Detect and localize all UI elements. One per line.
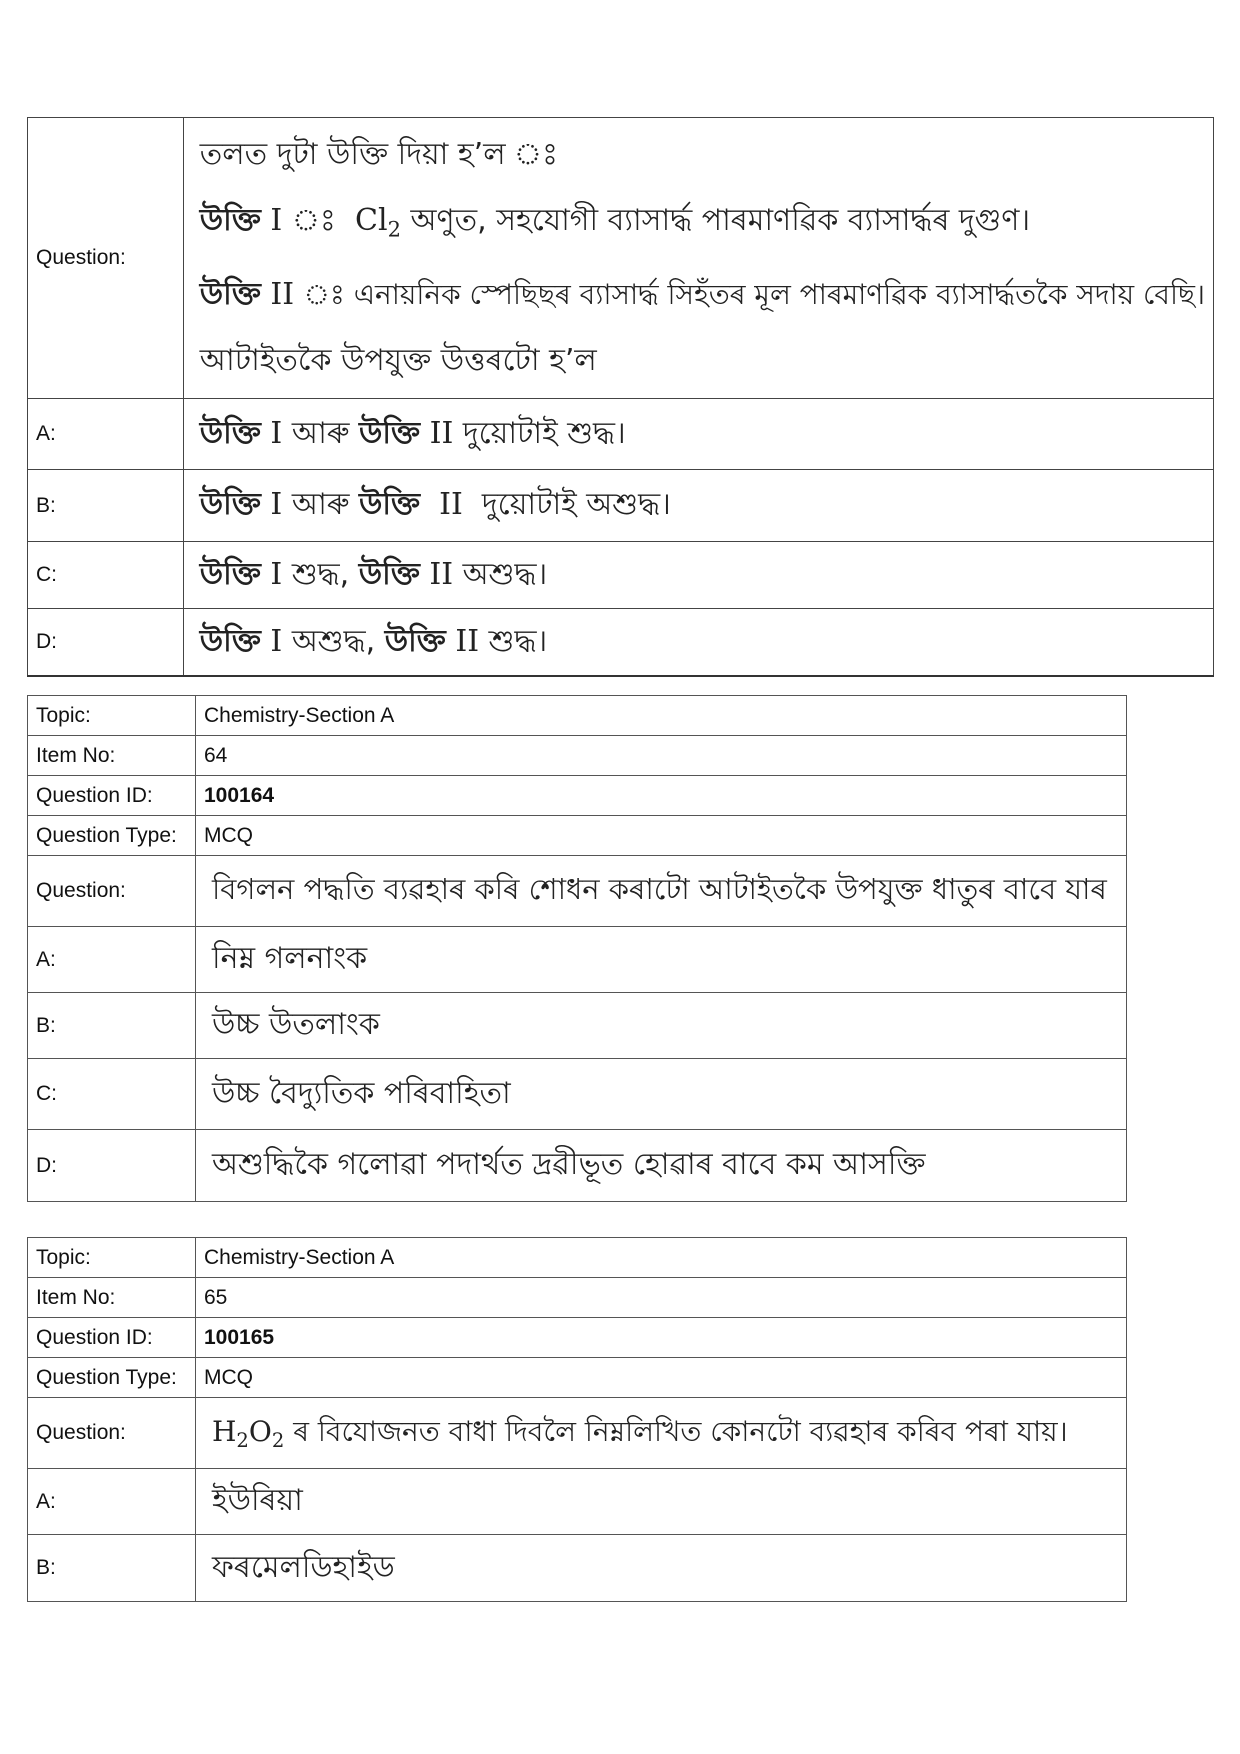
option-row-c [28,542,1214,609]
option-label: A: [28,1469,196,1535]
option-row-d [28,609,1214,676]
option-row-b [28,1535,1127,1602]
question-id-row [28,1318,1127,1358]
option-label: B: [28,993,196,1059]
question-label: Question: [28,856,196,927]
topic-label: Topic: [28,696,196,736]
question-table-previous [27,117,1214,677]
question-table-item-64 [27,695,1127,1202]
topic-row [28,696,1127,736]
item-no-value: 64 [196,736,1127,776]
option-label: B: [28,1535,196,1602]
item-no-row [28,736,1127,776]
topic-value: Chemistry-Section A [196,696,1127,736]
question-id-value: 100165 [196,1318,1127,1358]
option-text: নিম্ন গলনাংক [196,927,1127,993]
option-label: A: [28,399,184,470]
question-type-label: Question Type: [28,1358,196,1398]
question-type-row [28,816,1127,856]
question-table-item-65 [27,1237,1127,1602]
question-id-row [28,776,1127,816]
option-row-d [28,1130,1127,1202]
formula-h2o2: $H_2O_2$ [212,1414,285,1452]
item-no-label: Item No: [28,736,196,776]
option-text: উচ্চ উতলাংক [196,993,1127,1059]
item-no-value: 65 [196,1278,1127,1318]
item-no-row [28,1278,1127,1318]
question-row [28,1398,1127,1469]
option-row-b [28,470,1214,542]
option-label: A: [28,927,196,993]
question-intro: তলত দুটা উক্তি দিয়া হ’ল ঃ [199,137,558,172]
option-label: D: [28,1130,196,1202]
topic-row [28,1238,1127,1278]
option-label: C: [28,542,184,609]
question-closing: আটাইতকৈ উপযুক্ত উত্তৰটো হ’ল [199,343,597,379]
option-text: উচ্চ বৈদ্যুতিক পৰিবাহিতা [196,1059,1127,1130]
option-text: ফৰমেলডিহাইড [196,1535,1127,1602]
option-text: উক্তি I আৰু উক্তি II দুয়োটাই শুদ্ধ। [183,399,1213,470]
option-text: উক্তি I আৰু উক্তি II দুয়োটাই অশুদ্ধ। [183,470,1213,542]
option-label: C: [28,1059,196,1130]
option-row-c [28,1059,1127,1130]
statement-2: উক্তি II ঃ এনায়নিক স্পেছিছৰ ব্যাসাৰ্দ্ধ সিহঁতৰ মূল পাৰমাণৱিক ব্যাসাৰ্দ্ধতকৈ সদায় বেছি। [199,277,1205,313]
item-no-label: Item No: [28,1278,196,1318]
option-row-a [28,1469,1127,1535]
option-label: B: [28,470,184,542]
question-label: Question: [28,118,184,399]
question-text: বিগলন পদ্ধতি ব্যৱহাৰ কৰি শোধন কৰাটো আটাইতকৈ উপযুক্ত ধাতুৰ বাবে যাৰ [196,856,1127,927]
topic-value: Chemistry-Section A [196,1238,1127,1278]
option-text: অশুদ্ধিকৈ গলোৱা পদাৰ্থত দ্ৰৱীভূত হোৱাৰ বাবে কম আসক্তি [196,1130,1127,1202]
question-type-label: Question Type: [28,816,196,856]
option-label: D: [28,609,184,676]
option-row-a [28,399,1214,470]
question-id-label: Question ID: [28,1318,196,1358]
question-id-label: Question ID: [28,776,196,816]
option-text: উক্তি I অশুদ্ধ, উক্তি II শুদ্ধ। [183,609,1213,676]
question-text [183,118,1213,399]
option-text: ইউৰিয়া [196,1469,1127,1535]
question-row [28,856,1127,927]
question-type-value: MCQ [196,816,1127,856]
option-row-a [28,927,1127,993]
topic-label: Topic: [28,1238,196,1278]
statement-1: উক্তি I ঃ $Cl_2$ অণুত, সহযোগী ব্যাসাৰ্দ্ধ পাৰমাণৱিক ব্যাসাৰ্দ্ধৰ দুগুণ। [199,203,1031,242]
option-row-b [28,993,1127,1059]
question-type-row [28,1358,1127,1398]
question-text: $H_2O_2$ ৰ বিযোজনত বাধা দিবলৈ নিম্নলিখিত কোনটো ব্যৱহাৰ কৰিব পৰা যায়। [196,1398,1127,1469]
question-row [28,118,1214,399]
question-type-value: MCQ [196,1358,1127,1398]
option-text: উক্তি I শুদ্ধ, উক্তি II অশুদ্ধ। [183,542,1213,609]
question-label: Question: [28,1398,196,1469]
question-id-value: 100164 [196,776,1127,816]
